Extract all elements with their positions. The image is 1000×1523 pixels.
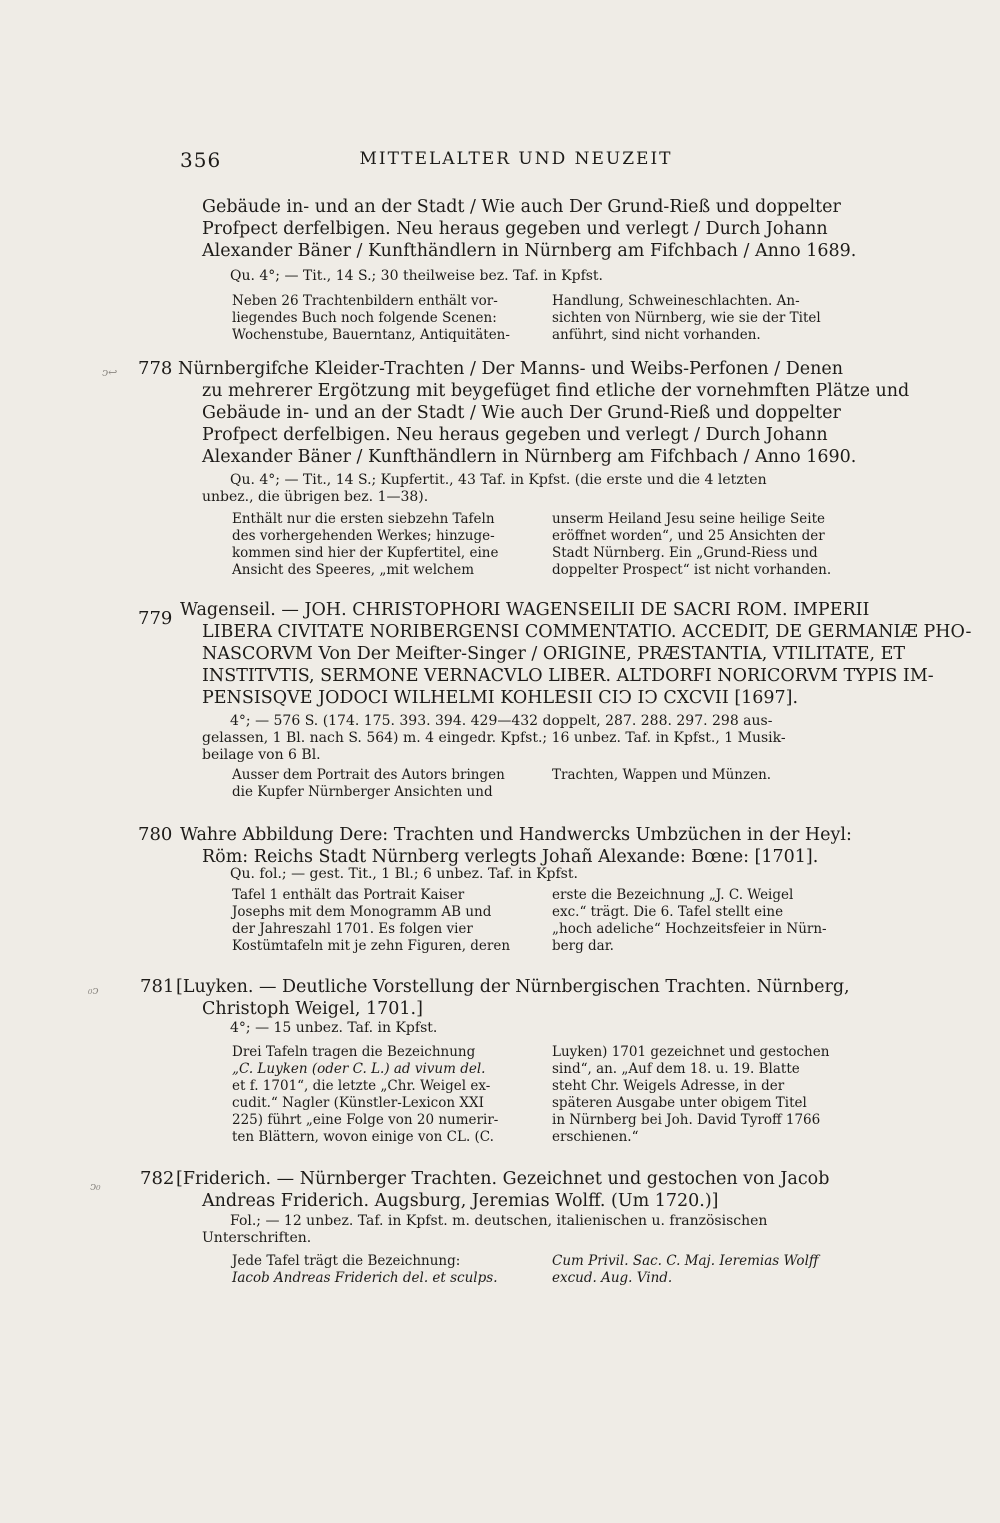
annotation-left <box>232 767 505 801</box>
annotation-right <box>552 887 827 955</box>
entry-title <box>180 824 852 868</box>
page-header <box>180 148 852 172</box>
note-line: kommen sind hier der Kupfertitel, eine <box>232 545 499 561</box>
note-line: sichten von Nürnberg, wie sie der Titel <box>552 310 821 326</box>
title-line: Andreas Friderich. Augsburg, Jeremias Wolff. (Um 1720.)] <box>202 1191 719 1211</box>
annotation-right <box>552 1044 829 1146</box>
note-line: berg dar. <box>552 938 614 954</box>
note-line: excud. Aug. Vind. <box>552 1270 673 1286</box>
collation <box>202 1213 768 1247</box>
note-line: die Kupfer Nürnberger Ansichten und <box>232 784 493 800</box>
title-line: Röm: Reichs Stadt Nürnberg verlegts Johañ Alexande: Bœne: [1701]. <box>202 847 819 867</box>
note-line: des vorhergehenden Werkes; hinzuge- <box>232 528 495 544</box>
note-line: Jede Tafel trägt die Bezeichnung: <box>232 1253 461 1269</box>
note-line: Josephs mit dem Monogramm AB und <box>232 904 492 920</box>
note-line: Trachten, Wappen und Münzen. <box>552 767 772 783</box>
title-line: Profpect derfelbigen. Neu heraus gegeben und verlegt / Durch Johann <box>202 219 828 239</box>
note-line: erschienen.“ <box>552 1129 639 1145</box>
note-line: et f. 1701“, die letzte „Chr. Weigel ex- <box>232 1078 491 1094</box>
note-line: liegendes Buch noch folgende Scenen: <box>232 310 497 326</box>
collation <box>202 713 786 764</box>
title-line: Alexander Bäner / Kunfthändlern in Nürnberg am Fifchbach / Anno 1689. <box>202 241 857 261</box>
note-line: 225) führt „eine Folge von 20 numerir- <box>232 1112 499 1128</box>
annotation-left <box>232 293 510 344</box>
margin-mark: ↄ₀ <box>90 1180 101 1193</box>
annotation-left <box>232 1044 498 1146</box>
title-line: LIBERA CIVITATE NORIBERGENSI COMMENTATIO. ACCEDIT, DE GERMANIÆ PHO- <box>202 622 972 642</box>
title-line: Nürnbergifche Kleider-Trachten / Der Manns- und Weibs-Perfonen / Denen <box>178 359 843 379</box>
title-line: Gebäude in- und an der Stadt / Wie auch Der Grund-Rieß und doppelter <box>202 403 841 423</box>
collation <box>230 866 578 883</box>
title-line: Wahre Abbildung Dere: Trachten und Handwercks Umbzüchen in der Heyl: <box>180 825 852 845</box>
note-line: Drei Tafeln tragen die Bezeichnung <box>232 1044 476 1060</box>
note-line: unserm Heiland Jesu seine heilige Seite <box>552 511 825 527</box>
margin-mark: ↄ↩ <box>102 366 118 379</box>
running-title: MITTELALTER UND NEUZEIT <box>359 149 673 169</box>
title-line: Christoph Weigel, 1701.] <box>202 999 423 1019</box>
title-line: zu mehrerer Ergötzung mit beygefüget find etliche der vornehmften Plätze und <box>202 381 910 401</box>
collation-line: gelassen, 1 Bl. nach S. 564) m. 4 eingedr. Kpfst.; 16 unbez. Taf. in Kpfst., 1 Musik- <box>202 730 786 746</box>
annotation-right <box>552 767 771 784</box>
note-line: Enthält nur die ersten siebzehn Tafeln <box>232 511 495 527</box>
collation <box>230 1020 437 1037</box>
annotation-right <box>552 1253 818 1287</box>
annotation-left <box>232 511 499 579</box>
annotation-right <box>552 293 821 344</box>
title-line: Wagenseil. — JOH. CHRISTOPHORI WAGENSEILII DE SACRI ROM. IMPERII <box>180 600 870 620</box>
entry-number: 778 <box>138 358 173 379</box>
collation-line: Qu. fol.; — gest. Tit., 1 Bl.; 6 unbez. Taf. in Kpfst. <box>230 866 578 882</box>
title-line: [Friderich. — Nürnberger Trachten. Gezeichnet und gestochen von Jacob <box>176 1169 830 1189</box>
entry-title <box>176 976 850 1020</box>
entry-number: 781 <box>140 976 175 997</box>
note-line: der Jahreszahl 1701. Es folgen vier <box>232 921 473 937</box>
note-line: Stadt Nürnberg. Ein „Grund-Riess und <box>552 545 818 561</box>
title-line: NASCORVM Von Der Meifter-Singer / ORIGINE, PRÆSTANTIA, VTILITATE, ET <box>202 644 906 664</box>
note-line: späteren Ausgabe unter obigem Titel <box>552 1095 807 1111</box>
entry-number: 782 <box>140 1168 175 1189</box>
note-line: Tafel 1 enthält das Portrait Kaiser <box>232 887 465 903</box>
collation-line: 4°; — 15 unbez. Taf. in Kpfst. <box>230 1020 438 1036</box>
note-line: doppelter Prospect“ ist nicht vorhanden. <box>552 562 832 578</box>
collation-line: beilage von 6 Bl. <box>202 747 321 763</box>
note-line: „hoch adeliche“ Hochzeitsfeier in Nürn- <box>552 921 827 937</box>
collation-line: Unterschriften. <box>202 1230 312 1246</box>
note-line: Cum Privil. Sac. C. Maj. Ieremias Wolff <box>552 1253 819 1269</box>
annotation-right <box>552 511 831 579</box>
note-line: anführt, sind nicht vorhanden. <box>552 327 761 343</box>
title-line: Profpect derfelbigen. Neu heraus gegeben und verlegt / Durch Johann <box>202 425 828 445</box>
margin-mark: ₀ↄ <box>88 984 99 997</box>
title-line: INSTITVTIS, SERMONE VERNACVLO LIBER. ALTDORFI NORICORVM TYPIS IM- <box>202 666 934 686</box>
note-line: Handlung, Schweineschlachten. An- <box>552 293 800 309</box>
note-line: Luyken) 1701 gezeichnet und gestochen <box>552 1044 830 1060</box>
collation-line: unbez., die übrigen bez. 1—38). <box>202 489 429 505</box>
note-line: Ansicht des Speeres, „mit welchem <box>232 562 475 578</box>
collation-line: 4°; — 576 S. (174. 175. 393. 394. 429—432 doppelt, 287. 288. 297. 298 aus- <box>230 713 773 729</box>
note-line: erste die Bezeichnung „J. C. Weigel <box>552 887 794 903</box>
note-line: ten Blättern, wovon einige von CL. (C. <box>232 1129 494 1145</box>
annotation-left <box>232 1253 498 1287</box>
collation-line: Qu. 4°; — Tit., 14 S.; Kupfertit., 43 Taf. in Kpfst. (die erste und die 4 letzten <box>230 472 767 488</box>
entry-title <box>178 358 909 468</box>
note-line: in Nürnberg bei Joh. David Tyroff 1766 <box>552 1112 821 1128</box>
note-line: steht Chr. Weigels Adresse, in der <box>552 1078 785 1094</box>
note-line: „C. Luyken (oder C. L.) ad vivum del. <box>232 1061 486 1077</box>
continuation-title <box>202 196 856 262</box>
note-line: cudit.“ Nagler (Künstler-Lexicon XXI <box>232 1095 484 1111</box>
page-number: 356 <box>180 148 222 172</box>
collation: Qu. 4°; — Tit., 14 S.; 30 theilweise bez. Taf. in Kpfst. <box>230 268 604 284</box>
title-line: Alexander Bäner / Kunfthändlern in Nürnberg am Fifchbach / Anno 1690. <box>202 447 857 467</box>
collation-line: Fol.; — 12 unbez. Taf. in Kpfst. m. deutschen, italienischen u. französischen <box>230 1213 768 1229</box>
annotation-left <box>232 887 510 955</box>
collation <box>202 472 767 506</box>
note-line: eröffnet worden“, und 25 Ansichten der <box>552 528 825 544</box>
title-line: Gebäude in- und an der Stadt / Wie auch Der Grund-Rieß und doppelter <box>202 197 841 217</box>
entry-number: 780 <box>138 824 173 845</box>
note-line: Kostümtafeln mit je zehn Figuren, deren <box>232 938 511 954</box>
title-line: [Luyken. — Deutliche Vorstellung der Nürnbergischen Trachten. Nürnberg, <box>176 977 850 997</box>
note-line: sind“, an. „Auf dem 18. u. 19. Blatte <box>552 1061 800 1077</box>
note-line: Ausser dem Portrait des Autors bringen <box>232 767 505 783</box>
note-line: Iacob Andreas Friderich del. et sculps. <box>232 1270 498 1286</box>
entry-title <box>176 1168 829 1212</box>
title-line: PENSISQVE JODOCI WILHELMI KOHLESII CIϽ IϽ CXCVII [1697]. <box>202 688 799 708</box>
note-line: Neben 26 Trachtenbildern enthält vor- <box>232 293 498 309</box>
note-line: Wochenstube, Bauerntanz, Antiquitäten- <box>232 327 510 343</box>
entry-title <box>180 599 971 709</box>
note-line: exc.“ trägt. Die 6. Tafel stellt eine <box>552 904 784 920</box>
entry-number: 779 <box>138 608 173 629</box>
